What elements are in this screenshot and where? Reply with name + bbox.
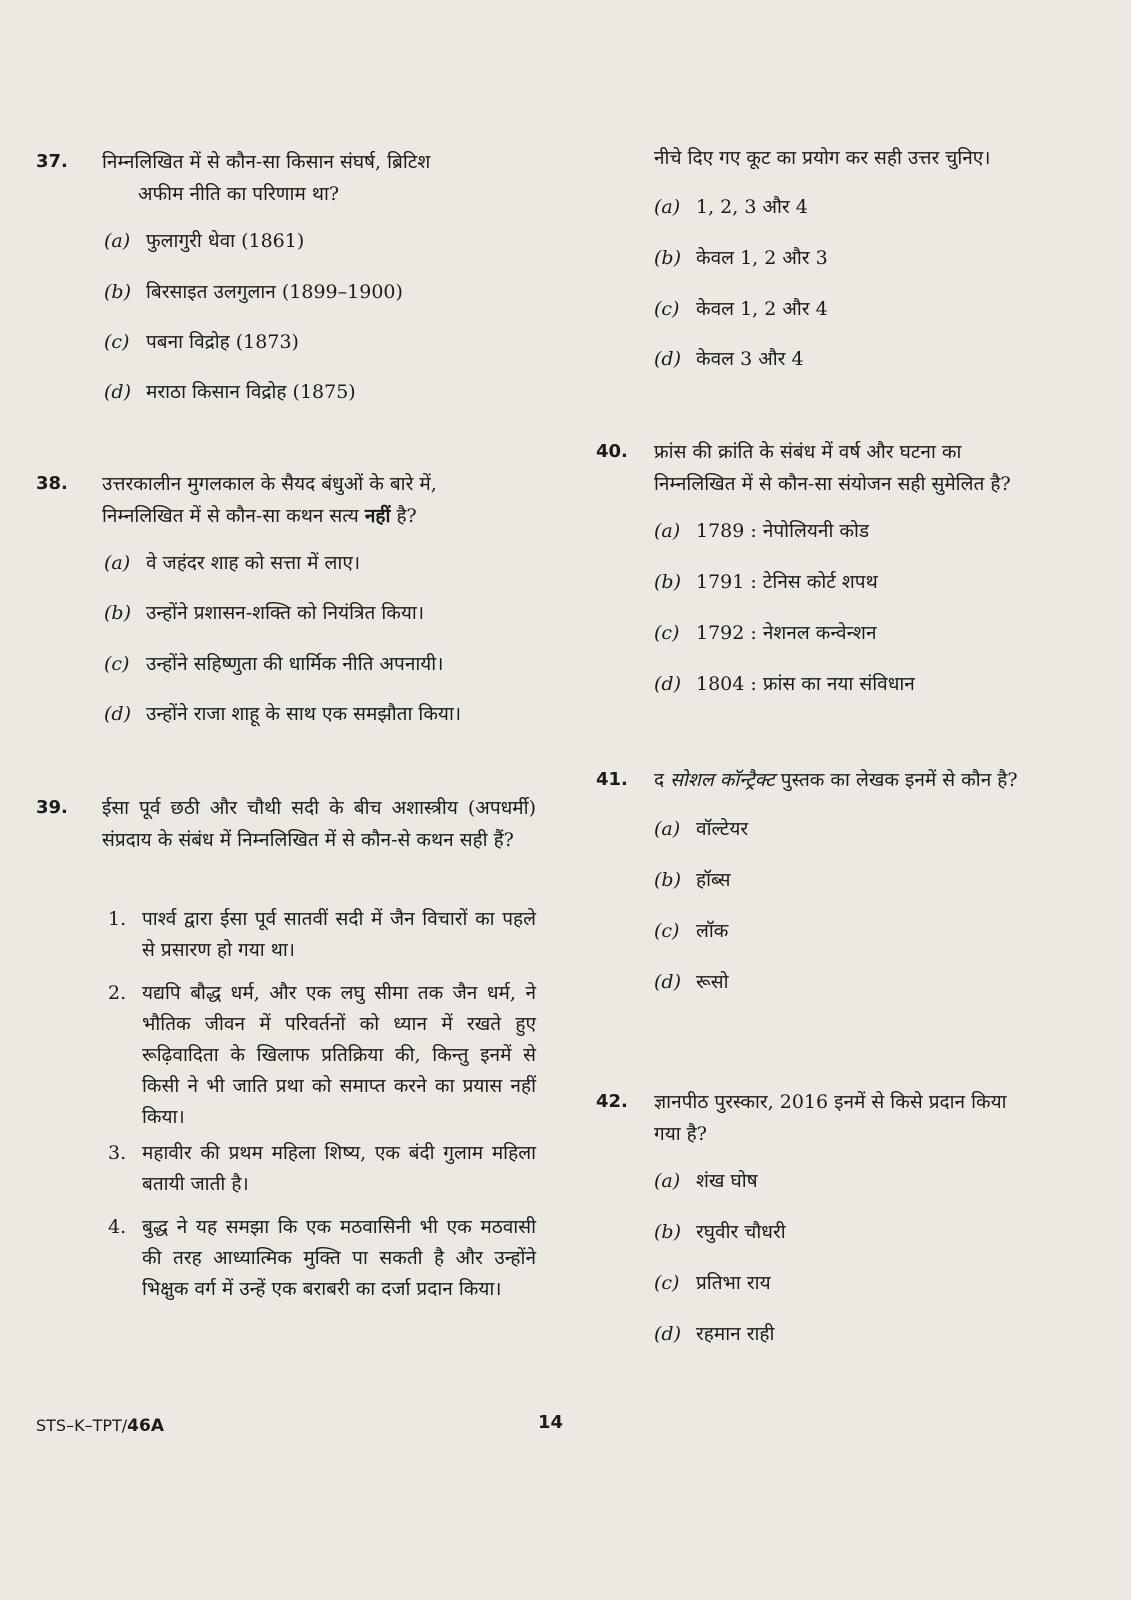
booklet-code: STS–K–TPT/46A (36, 1416, 164, 1436)
statement-4: 4. बुद्ध ने यह समझा कि एक मठवासिनी भी एक मठवासी की तरह आध्यात्मिक मुक्ति पा सकती है और उन्होंने भिक्षुक वर्ग में उन्हें एक बराबरी का दर्जा प्रदान किया। (108, 1216, 536, 1300)
question-38 (36, 468, 536, 725)
question-40 (596, 436, 1086, 695)
question-41 (596, 764, 1086, 993)
option-b: (b) हॉब्स (654, 869, 731, 891)
statement-2: 2. यद्यपि बौद्ध धर्म, और एक लघु सीमा तक जैन धर्म, ने भौतिक जीवन में परिवर्तनों को ध्यान में रखते हुए रूढ़िवादिता के खिलाफ प्रतिक्रिया की, किन्तु इनमें से किसी ने भी जाति प्रथा को समाप्त करने का प्रयास नहीं किया। (108, 982, 536, 1128)
option-d: (d) रूसो (654, 971, 729, 993)
option-a: (a) फुलागुरी धेवा (1861) (104, 230, 305, 252)
option-d: (d) रहमान राही (654, 1323, 775, 1345)
statement-1: 1. पार्श्व द्वारा ईसा पूर्व सातवीं सदी में जैन विचारों का पहले से प्रसारण हो गया था। (108, 908, 536, 961)
option-c: (c) 1792 : नेशनल कन्वेन्शन (654, 622, 877, 644)
stem-text: ईसा पूर्व छठी और चौथी सदी के बीच अशास्त्रीय (अपधर्मी) संप्रदाय के संबंध में निम्नलिखित में से कौन-से कथन सही हैं? (102, 797, 536, 851)
option-c: (c) उन्होंने सहिष्णुता की धार्मिक नीति अपनायी। (104, 653, 444, 675)
option-d: (d) केवल 3 और 4 (654, 348, 804, 370)
option-a: (a) 1, 2, 3 और 4 (654, 196, 808, 218)
option-a: (a) 1789 : नेपोलियनी कोड (654, 520, 870, 542)
option-b: (b) केवल 1, 2 और 3 (654, 247, 828, 269)
page-number: 14 (538, 1412, 564, 1433)
book-title: सोशल कॉन्ट्रैक्ट (670, 769, 775, 791)
option-b: (b) रघुवीर चौधरी (654, 1221, 786, 1243)
question-stem (36, 468, 536, 532)
option-a: (a) शंख घोष (654, 1170, 758, 1192)
question-number: 37. (36, 151, 68, 172)
option-b: (b) 1791 : टेनिस कोर्ट शपथ (654, 571, 878, 593)
option-b: (b) बिरसाइत उलगुलान (1899–1900) (104, 281, 403, 303)
question-stem (36, 146, 536, 210)
instruction: नीचे दिए गए कूट का प्रयोग कर सही उत्तर चुनिए। (654, 147, 991, 169)
emphasis-not: नहीं (364, 505, 391, 527)
question-number: 41. (596, 769, 628, 790)
statement-3: 3. महावीर की प्रथम महिला शिष्य, एक बंदी गुलाम महिला बतायी जाती है। (108, 1142, 536, 1195)
question-number: 40. (596, 441, 628, 462)
stem-line: द सोशल कॉन्ट्रैक्ट पुस्तक का लेखक इनमें से कौन है? (654, 769, 1018, 791)
option-d: (d) 1804 : फ्रांस का नया संविधान (654, 673, 915, 695)
question-stem (596, 436, 1086, 500)
stem-line: निम्नलिखित में से कौन-सा संयोजन सही सुमेलित है? (654, 473, 1011, 495)
option-a: (a) वॉल्टेयर (654, 818, 749, 840)
question-number: 39. (36, 797, 68, 818)
stem-line: गया है? (654, 1123, 707, 1145)
option-b: (b) उन्होंने प्रशासन-शक्ति को नियंत्रित किया। (104, 602, 425, 624)
option-c: (c) प्रतिभा राय (654, 1272, 771, 1294)
question-39-continued (596, 142, 1086, 370)
question-42 (596, 1086, 1086, 1345)
option-c: (c) पबना विद्रोह (1873) (104, 331, 299, 353)
question-stem (596, 764, 1086, 796)
question-39 (36, 792, 536, 1300)
question-number: 38. (36, 473, 68, 494)
option-d: (d) उन्होंने राजा शाहू के साथ एक समझौता किया। (104, 703, 462, 725)
option-a: (a) वे जहंदर शाह को सत्ता में लाए। (104, 552, 361, 574)
option-c: (c) केवल 1, 2 और 4 (654, 298, 828, 320)
stem-line: अफीम नीति का परिणाम था? (138, 183, 340, 205)
stem-line: ज्ञानपीठ पुरस्कार, 2016 इनमें से किसे प्रदान किया (654, 1091, 1007, 1113)
stem-line: उत्तरकालीन मुगलकाल के सैयद बंधुओं के बारे में, (102, 473, 437, 495)
stem-line: निम्नलिखित में से कौन-सा कथन सत्य नहीं है? (102, 505, 417, 527)
option-c: (c) लॉक (654, 920, 729, 942)
question-stem (36, 792, 536, 856)
option-d: (d) मराठा किसान विद्रोह (1875) (104, 381, 356, 403)
stem-line: निम्नलिखित में से कौन-सा किसान संघर्ष, ब्रिटिश (102, 151, 431, 173)
stem-line: फ्रांस की क्रांति के संबंध में वर्ष और घटना का (654, 441, 962, 463)
question-37 (36, 146, 536, 403)
question-stem (596, 1086, 1086, 1150)
question-number: 42. (596, 1091, 628, 1112)
